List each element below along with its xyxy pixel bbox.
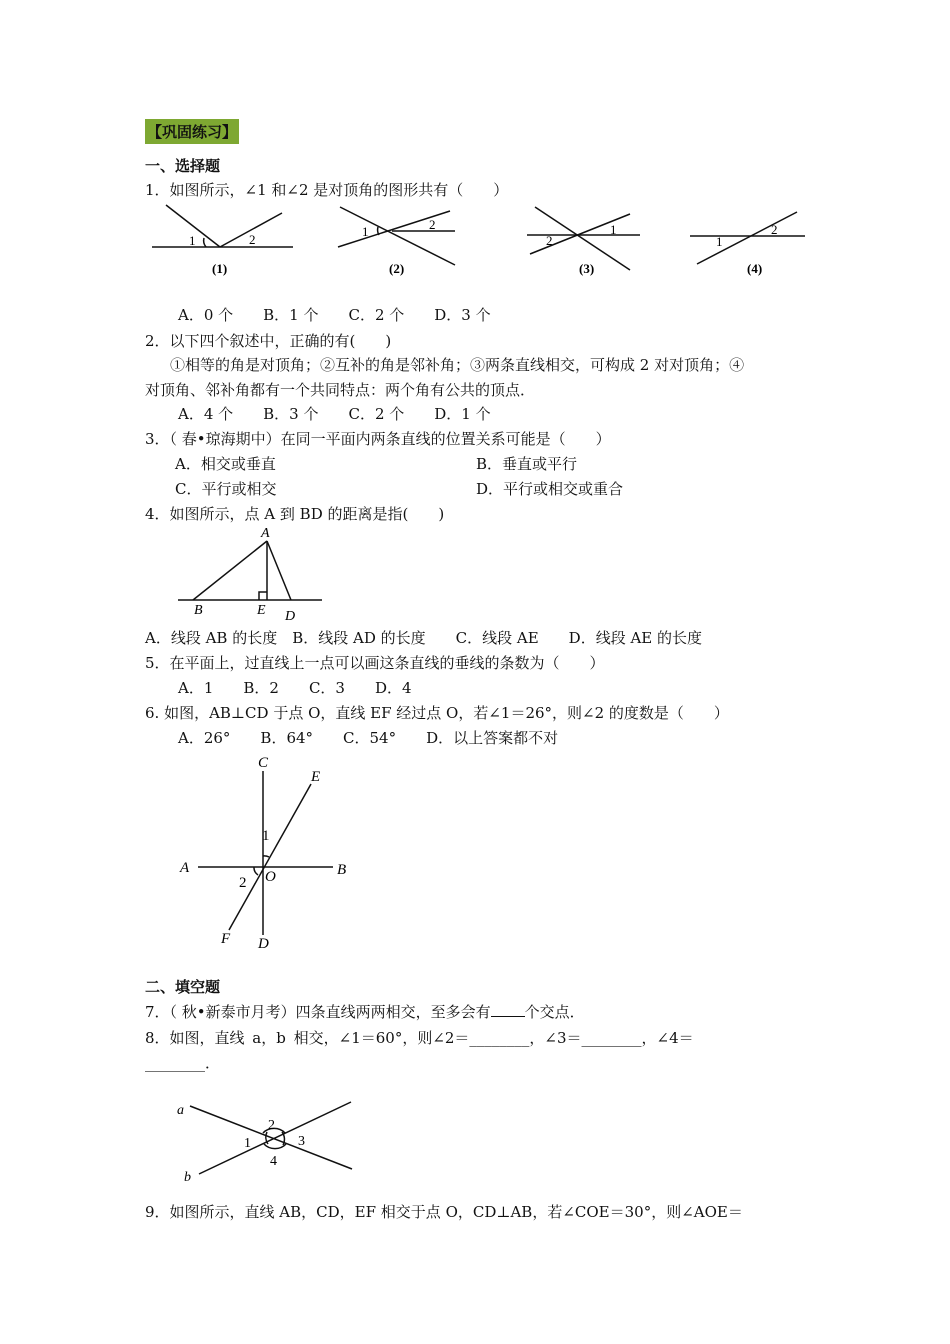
q6-label-c: C — [258, 755, 269, 771]
q3-option-c: C．平行或相交 — [175, 480, 277, 498]
q4-options: A．线段 AB 的长度 B．线段 AD 的长度 C．线段 AE D．线段 AE 的长度 — [145, 629, 703, 647]
q6-label-d: D — [258, 936, 269, 952]
q4-label-e: E — [257, 603, 266, 618]
q1-fig4-caption: (4) — [747, 261, 763, 276]
q8-angle4: 4 — [270, 1154, 277, 1169]
q2-options: A．4 个 B．3 个 C．2 个 D．1 个 — [178, 405, 491, 423]
q1-stem: 1．如图所示，∠1 和∠2 是对顶角的图形共有（ ） — [145, 181, 509, 199]
q5-options: A．1 B．2 C．3 D．4 — [178, 679, 412, 697]
q1-fig1-angle2: 2 — [249, 232, 256, 247]
q8-angle2: 2 — [268, 1118, 275, 1133]
q2-stem: 2．以下四个叙述中，正确的有( ) — [145, 332, 392, 350]
q1-fig2-angle1: 1 — [362, 224, 369, 239]
q1-fig3-angle1: 2 — [546, 233, 553, 248]
q1-fig4-angle1: 1 — [716, 234, 723, 249]
q3-option-d: D．平行或相交或重合 — [476, 480, 624, 498]
q6-options: A．26° B．64° C．54° D．以上答案都不对 — [178, 729, 559, 747]
q8-line2: ________． — [145, 1054, 221, 1072]
q8-label-b: b — [184, 1170, 191, 1185]
q8-label-a: a — [177, 1103, 184, 1118]
q4-label-b: B — [194, 603, 203, 618]
q1-fig3-angle2: 1 — [610, 222, 617, 237]
q2-line1: ①相等的角是对顶角；②互补的角是邻补角；③两条直线相交，可构成 2 对对顶角；④ — [170, 356, 745, 374]
q8-line1: 8．如图，直线 a，b 相交，∠1＝60°，则∠2＝________，∠3＝________，∠4＝ — [145, 1029, 694, 1047]
q6-label-f: F — [221, 931, 231, 947]
q3-stem: 3．（ 春•琼海期中）在同一平面内两条直线的位置关系可能是（ ） — [145, 430, 611, 448]
q1-fig2-angle2: 2 — [429, 217, 436, 232]
q1-fig4-angle2: 2 — [771, 222, 778, 237]
q8-angle3: 3 — [298, 1134, 305, 1149]
q6-angle1: 1 — [262, 828, 270, 844]
part1-heading: 一、选择题 — [145, 157, 221, 175]
q7-prefix: 7．（ 秋•新泰市月考）四条直线两两相交，至多会有 — [145, 1003, 491, 1021]
q9-stem: 9．如图所示，直线 AB，CD，EF 相交于点 O，CD⊥AB，若∠COE＝30°，则∠AOE＝ — [145, 1203, 743, 1221]
section-title: 【巩固练习】 — [145, 119, 239, 144]
q3-option-b: B．垂直或平行 — [476, 455, 578, 473]
q5-stem: 5．在平面上，过直线上一点可以画这条直线的垂线的条数为（ ） — [145, 654, 605, 672]
q6-angle2: 2 — [239, 875, 247, 891]
q7-suffix: 个交点． — [524, 1003, 585, 1021]
q1-fig1-caption: (1) — [212, 261, 228, 276]
q8-angle1-arc — [266, 1132, 268, 1144]
part2-heading: 二、填空题 — [145, 978, 221, 996]
q6-stem: 6. 如图，AB⊥CD 于点 O，直线 EF 经过点 O，若∠1＝26°，则∠2 的度数是（ ） — [145, 704, 729, 722]
q1-options: A．0 个 B．1 个 C．2 个 D．3 个 — [178, 306, 491, 324]
q6-label-b: B — [337, 862, 347, 878]
q4-label-a: A — [261, 526, 270, 541]
q2-line2: 对顶角、邻补角都有一个共同特点：两个角有公共的顶点． — [145, 381, 536, 399]
q8-angle1: 1 — [244, 1136, 251, 1151]
q3-option-a: A．相交或垂直 — [175, 455, 276, 473]
q1-fig1-angle1: 1 — [189, 233, 196, 248]
q4-stem: 4．如图所示，点 A 到 BD 的距离是指( ) — [145, 505, 445, 523]
q4-label-d: D — [285, 609, 296, 624]
q6-label-e: E — [311, 769, 321, 785]
q6-label-o: O — [265, 869, 276, 885]
q6-label-a: A — [180, 860, 190, 876]
q1-fig3-caption: (3) — [579, 261, 595, 276]
q1-fig2-caption: (2) — [389, 261, 405, 276]
